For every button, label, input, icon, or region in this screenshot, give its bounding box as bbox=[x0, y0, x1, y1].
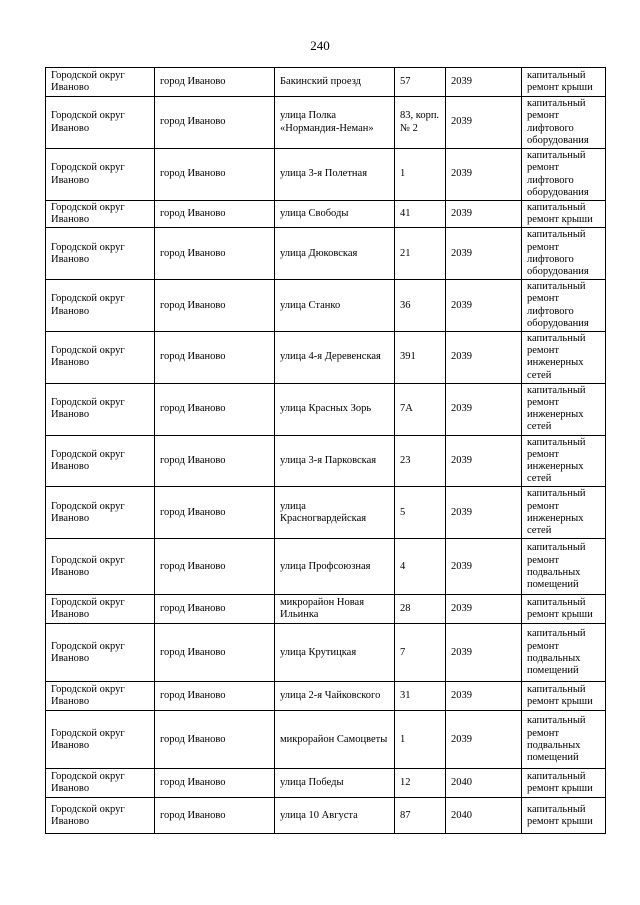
street-cell: улица Красногвардейская bbox=[275, 487, 395, 539]
municipality-cell: Городской округ Иваново bbox=[46, 624, 155, 682]
house-cell: 21 bbox=[395, 228, 446, 280]
settlement-cell: город Иваново bbox=[155, 798, 275, 834]
municipality-cell: Городской округ Иваново bbox=[46, 682, 155, 711]
table-row bbox=[46, 624, 606, 682]
work-type-cell: капитальный ремонт подвальных помещений bbox=[522, 624, 606, 682]
settlement-cell: город Иваново bbox=[155, 435, 275, 487]
settlement-cell: город Иваново bbox=[155, 332, 275, 384]
house-cell: 5 bbox=[395, 487, 446, 539]
municipality-cell: Городской округ Иваново bbox=[46, 68, 155, 97]
settlement-cell: город Иваново bbox=[155, 624, 275, 682]
table-row bbox=[46, 798, 606, 834]
municipality-cell: Городской округ Иваново bbox=[46, 280, 155, 332]
street-cell: улица 10 Августа bbox=[275, 798, 395, 834]
street-cell: улица Профсоюзная bbox=[275, 539, 395, 595]
year-cell: 2039 bbox=[446, 711, 522, 769]
work-type-cell: капитальный ремонт крыши bbox=[522, 595, 606, 624]
settlement-cell: город Иваново bbox=[155, 228, 275, 280]
settlement-cell: город Иваново bbox=[155, 201, 275, 228]
settlement-cell: город Иваново bbox=[155, 595, 275, 624]
table-row bbox=[46, 280, 606, 332]
work-type-cell: капитальный ремонт лифтового оборудования bbox=[522, 97, 606, 149]
work-type-cell: капитальный ремонт инженерных сетей bbox=[522, 383, 606, 435]
settlement-cell: город Иваново bbox=[155, 539, 275, 595]
house-cell: 31 bbox=[395, 682, 446, 711]
table-row bbox=[46, 711, 606, 769]
house-cell: 1 bbox=[395, 149, 446, 201]
municipality-cell: Городской округ Иваново bbox=[46, 711, 155, 769]
settlement-cell: город Иваново bbox=[155, 68, 275, 97]
year-cell: 2039 bbox=[446, 682, 522, 711]
house-cell: 28 bbox=[395, 595, 446, 624]
municipality-cell: Городской округ Иваново bbox=[46, 769, 155, 798]
table-row bbox=[46, 383, 606, 435]
municipality-cell: Городской округ Иваново bbox=[46, 798, 155, 834]
year-cell: 2039 bbox=[446, 595, 522, 624]
house-cell: 4 bbox=[395, 539, 446, 595]
work-type-cell: капитальный ремонт подвальных помещений bbox=[522, 711, 606, 769]
table-row bbox=[46, 228, 606, 280]
table-body bbox=[46, 68, 606, 834]
table-row bbox=[46, 201, 606, 228]
house-cell: 7 bbox=[395, 624, 446, 682]
table-row bbox=[46, 539, 606, 595]
repair-schedule-table bbox=[45, 67, 606, 834]
municipality-cell: Городской округ Иваново bbox=[46, 201, 155, 228]
street-cell: улица Дюковская bbox=[275, 228, 395, 280]
work-type-cell: капитальный ремонт лифтового оборудования bbox=[522, 228, 606, 280]
year-cell: 2039 bbox=[446, 487, 522, 539]
year-cell: 2040 bbox=[446, 769, 522, 798]
house-cell: 83, корп. № 2 bbox=[395, 97, 446, 149]
settlement-cell: город Иваново bbox=[155, 383, 275, 435]
table-row bbox=[46, 435, 606, 487]
street-cell: улица 3-я Парковская bbox=[275, 435, 395, 487]
house-cell: 12 bbox=[395, 769, 446, 798]
work-type-cell: капитальный ремонт инженерных сетей bbox=[522, 332, 606, 384]
year-cell: 2039 bbox=[446, 149, 522, 201]
table-row bbox=[46, 595, 606, 624]
street-cell: Бакинский проезд bbox=[275, 68, 395, 97]
year-cell: 2039 bbox=[446, 383, 522, 435]
year-cell: 2039 bbox=[446, 68, 522, 97]
street-cell: микрорайон Новая Ильинка bbox=[275, 595, 395, 624]
year-cell: 2040 bbox=[446, 798, 522, 834]
street-cell: улица Победы bbox=[275, 769, 395, 798]
year-cell: 2039 bbox=[446, 539, 522, 595]
street-cell: улица Полка «Нормандия-Неман» bbox=[275, 97, 395, 149]
year-cell: 2039 bbox=[446, 624, 522, 682]
municipality-cell: Городской округ Иваново bbox=[46, 595, 155, 624]
street-cell: улица Свободы bbox=[275, 201, 395, 228]
work-type-cell: капитальный ремонт крыши bbox=[522, 682, 606, 711]
settlement-cell: город Иваново bbox=[155, 280, 275, 332]
municipality-cell: Городской округ Иваново bbox=[46, 435, 155, 487]
table-row bbox=[46, 97, 606, 149]
work-type-cell: капитальный ремонт лифтового оборудования bbox=[522, 149, 606, 201]
work-type-cell: капитальный ремонт подвальных помещений bbox=[522, 539, 606, 595]
house-cell: 7А bbox=[395, 383, 446, 435]
year-cell: 2039 bbox=[446, 280, 522, 332]
year-cell: 2039 bbox=[446, 228, 522, 280]
street-cell: улица Крутицкая bbox=[275, 624, 395, 682]
work-type-cell: капитальный ремонт инженерных сетей bbox=[522, 435, 606, 487]
year-cell: 2039 bbox=[446, 435, 522, 487]
municipality-cell: Городской округ Иваново bbox=[46, 97, 155, 149]
municipality-cell: Городской округ Иваново bbox=[46, 383, 155, 435]
street-cell: микрорайон Самоцветы bbox=[275, 711, 395, 769]
house-cell: 87 bbox=[395, 798, 446, 834]
municipality-cell: Городской округ Иваново bbox=[46, 332, 155, 384]
house-cell: 41 bbox=[395, 201, 446, 228]
municipality-cell: Городской округ Иваново bbox=[46, 539, 155, 595]
settlement-cell: город Иваново bbox=[155, 97, 275, 149]
house-cell: 1 bbox=[395, 711, 446, 769]
work-type-cell: капитальный ремонт крыши bbox=[522, 201, 606, 228]
settlement-cell: город Иваново bbox=[155, 711, 275, 769]
settlement-cell: город Иваново bbox=[155, 682, 275, 711]
house-cell: 23 bbox=[395, 435, 446, 487]
street-cell: улица 4-я Деревенская bbox=[275, 332, 395, 384]
work-type-cell: капитальный ремонт крыши bbox=[522, 769, 606, 798]
settlement-cell: город Иваново bbox=[155, 149, 275, 201]
work-type-cell: капитальный ремонт крыши bbox=[522, 798, 606, 834]
house-cell: 57 bbox=[395, 68, 446, 97]
table-row bbox=[46, 332, 606, 384]
settlement-cell: город Иваново bbox=[155, 769, 275, 798]
street-cell: улица 2-я Чайковского bbox=[275, 682, 395, 711]
table-row bbox=[46, 682, 606, 711]
municipality-cell: Городской округ Иваново bbox=[46, 487, 155, 539]
street-cell: улица Красных Зорь bbox=[275, 383, 395, 435]
table-row bbox=[46, 769, 606, 798]
year-cell: 2039 bbox=[446, 201, 522, 228]
street-cell: улица 3-я Полетная bbox=[275, 149, 395, 201]
work-type-cell: капитальный ремонт лифтового оборудования bbox=[522, 280, 606, 332]
table-row bbox=[46, 149, 606, 201]
table-row bbox=[46, 487, 606, 539]
page-number: 240 bbox=[310, 38, 330, 53]
street-cell: улица Станко bbox=[275, 280, 395, 332]
municipality-cell: Городской округ Иваново bbox=[46, 149, 155, 201]
settlement-cell: город Иваново bbox=[155, 487, 275, 539]
house-cell: 391 bbox=[395, 332, 446, 384]
year-cell: 2039 bbox=[446, 332, 522, 384]
house-cell: 36 bbox=[395, 280, 446, 332]
work-type-cell: капитальный ремонт крыши bbox=[522, 68, 606, 97]
work-type-cell: капитальный ремонт инженерных сетей bbox=[522, 487, 606, 539]
year-cell: 2039 bbox=[446, 97, 522, 149]
table-row bbox=[46, 68, 606, 97]
municipality-cell: Городской округ Иваново bbox=[46, 228, 155, 280]
